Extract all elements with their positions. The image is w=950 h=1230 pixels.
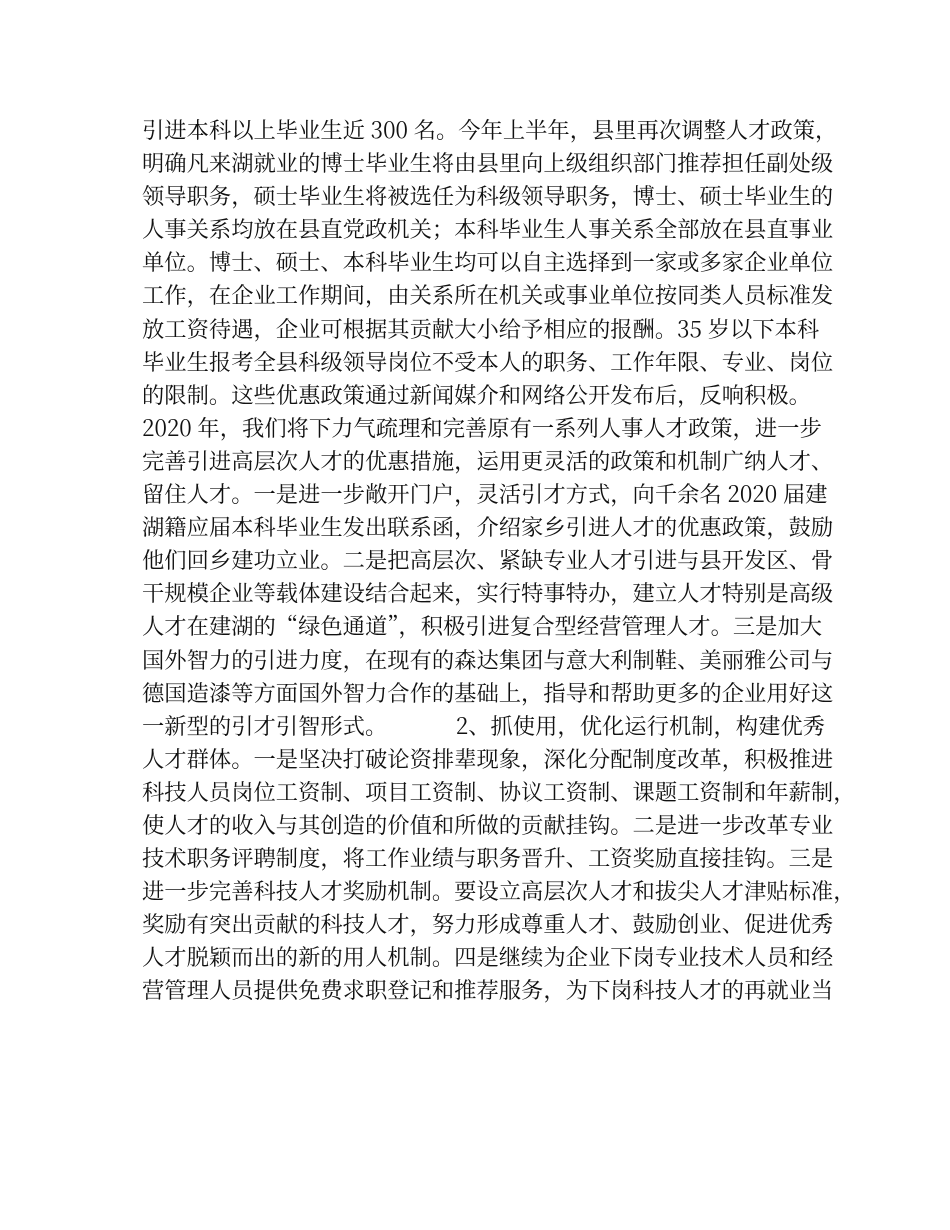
text-line: 人才群体。一是坚决打破论资排辈现象，深化分配制度改革，积极推进 [142, 741, 834, 774]
text-line: 完善引进高层次人才的优惠措施，运用更灵活的政策和机制广纳人才、 [142, 443, 834, 476]
text-line: 放工资待遇，企业可根据其贡献大小给予相应的报酬。35 岁以下本科 [142, 311, 820, 344]
text-line: 引进本科以上毕业生近 300 名。今年上半年，县里再次调整人才政策， [142, 113, 838, 145]
text-line: 进一步完善科技人才奖励机制。要设立高层次人才和拔尖人才津贴标准， [142, 874, 856, 907]
text-line: 领导职务，硕士毕业生将被选任为科级领导职务，博士、硕士毕业生的 [142, 179, 834, 212]
text-line: 他们回乡建功立业。二是把高层次、紧缺专业人才引进与县开发区、骨 [142, 543, 834, 576]
text-line: 湖籍应届本科毕业生发出联系函，介绍家乡引进人才的优惠政策，鼓励 [142, 510, 834, 543]
text-line: 人才脱颖而出的新的用人机制。四是继续为企业下岗专业技术人员和经 [142, 940, 834, 973]
text-line: 干规模企业等载体建设结合起来，实行特事特办，建立人才特别是高级 [142, 576, 834, 609]
text-line: 明确凡来湖就业的博士毕业生将由县里向上级组织部门推荐担任副处级 [142, 146, 834, 179]
text-line: 奖励有突出贡献的科技人才，努力形成尊重人才、鼓励创业、促进优秀 [142, 907, 834, 940]
text-line: 毕业生报考全县科级领导岗位不受本人的职务、工作年限、专业、岗位 [142, 344, 834, 377]
text-line: 单位。博士、硕士、本科毕业生均可以自主选择到一家或多家企业单位 [142, 245, 834, 278]
text-line: 一新型的引才引智形式。 2、抓使用，优化运行机制，构建优秀 [142, 708, 825, 741]
text-line: 留住人才。一是进一步敞开门户，灵活引才方式，向千余名 2020 届建 [142, 477, 828, 510]
text-line: 营管理人员提供免费求职登记和推荐服务，为下岗科技人才的再就业当 [142, 973, 834, 1006]
text-line: 2020 年，我们将下力气疏理和完善原有一系列人事人才政策，进一步 [142, 410, 822, 443]
text-line: 德国造漆等方面国外智力合作的基础上，指导和帮助更多的企业用好这 [142, 675, 834, 708]
text-line: 工作，在企业工作期间，由关系所在机关或事业单位按同类人员标准发 [142, 278, 834, 311]
body-text [142, 113, 856, 1007]
text-line: 人才在建湖的“绿色通道”，积极引进复合型经营管理人才。三是加大 [142, 609, 823, 642]
text-line: 的限制。这些优惠政策通过新闻媒介和网络公开发布后，反响积极。 [142, 377, 811, 410]
text-line: 技术职务评聘制度，将工作业绩与职务晋升、工资奖励直接挂钩。三是 [142, 841, 834, 874]
text-line: 国外智力的引进力度，在现有的森达集团与意大利制鞋、美丽雅公司与 [142, 642, 834, 675]
text-line: 使人才的收入与其创造的价值和所做的贡献挂钩。二是进一步改革专业 [142, 807, 834, 840]
text-line: 人事关系均放在县直党政机关；本科毕业生人事关系全部放在县直事业 [142, 212, 834, 245]
text-line: 科技人员岗位工资制、项目工资制、协议工资制、课题工资制和年薪制， [142, 774, 856, 807]
